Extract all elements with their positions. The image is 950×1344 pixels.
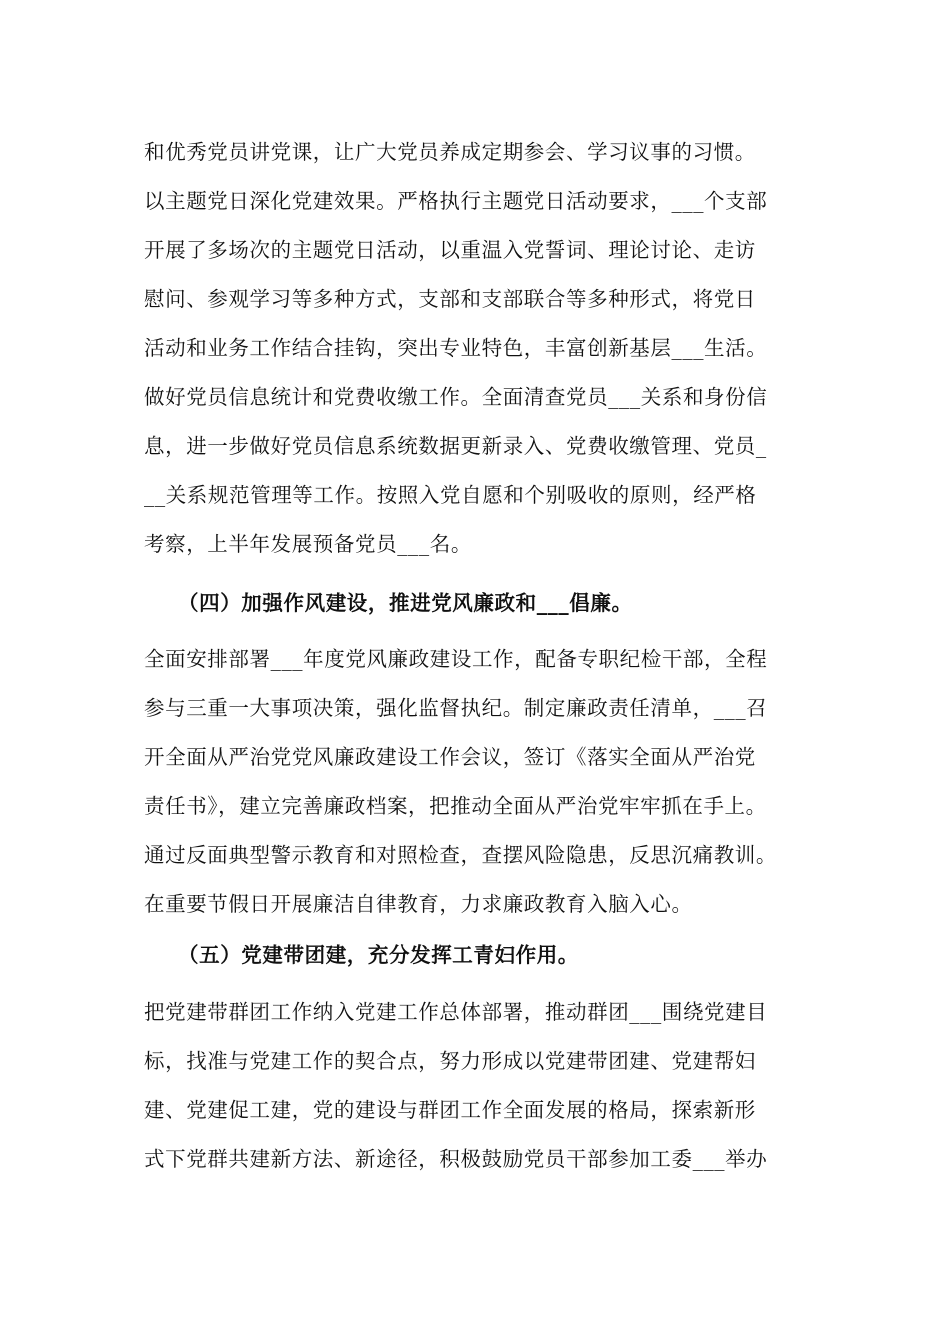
text-line: 通过反面典型警示教育和对照检查，查摆风险隐患，反思沉痛教训。 <box>144 843 777 867</box>
text-line: 开全面从严治党党风廉政建设工作会议，签订《落实全面从严治党 <box>144 745 756 769</box>
text-line: 把党建带群团工作纳入党建工作总体部署，推动群团___围绕党建目 <box>144 1000 768 1024</box>
section-heading-5: （五）党建带团建，充分发挥工青妇作用。 <box>178 943 579 967</box>
text-line: 做好党员信息统计和党费收缴工作。全面清查党员___关系和身份信 <box>144 385 768 409</box>
text-line: 活动和业务工作结合挂钩，突出专业特色，丰富创新基层___生活。 <box>144 336 768 360</box>
text-line: 和优秀党员讲党课，让广大党员养成定期参会、学习议事的习惯。 <box>144 140 756 164</box>
text-line: 考察，上半年发展预备党员___名。 <box>144 532 472 556</box>
text-line: 在重要节假日开展廉洁自律教育，力求廉政教育入脑入心。 <box>144 892 693 916</box>
text-line: 以主题党日深化党建效果。严格执行主题党日活动要求，___个支部 <box>144 189 768 213</box>
text-line: 参与三重一大事项决策，强化监督执纪。制定廉政责任清单，___召 <box>144 696 768 720</box>
text-line: 式下党群共建新方法、新途径，积极鼓励党员干部参加工委___举办 <box>144 1147 768 1171</box>
text-line: 标，找准与党建工作的契合点，努力形成以党建带团建、党建帮妇 <box>144 1049 756 1073</box>
text-line: __关系规范管理等工作。按照入党自愿和个别吸收的原则，经严格 <box>144 483 757 507</box>
text-line: 开展了多场次的主题党日活动，以重温入党誓词、理论讨论、走访 <box>144 238 756 262</box>
text-line: 息，进一步做好党员信息系统数据更新录入、党费收缴管理、党员_ <box>144 434 767 458</box>
text-line: 慰问、参观学习等多种方式，支部和支部联合等多种形式，将党日 <box>144 287 756 311</box>
text-line: 全面安排部署___年度党风廉政建设工作，配备专职纪检干部，全程 <box>144 647 768 671</box>
section-heading-4: （四）加强作风建设，推进党风廉政和___倡廉。 <box>178 591 633 615</box>
text-line: 责任书》，建立完善廉政档案，把推动全面从严治党牢牢抓在手上。 <box>144 794 767 818</box>
text-line: 建、党建促工建，党的建设与群团工作全面发展的格局，探索新形 <box>144 1098 756 1122</box>
